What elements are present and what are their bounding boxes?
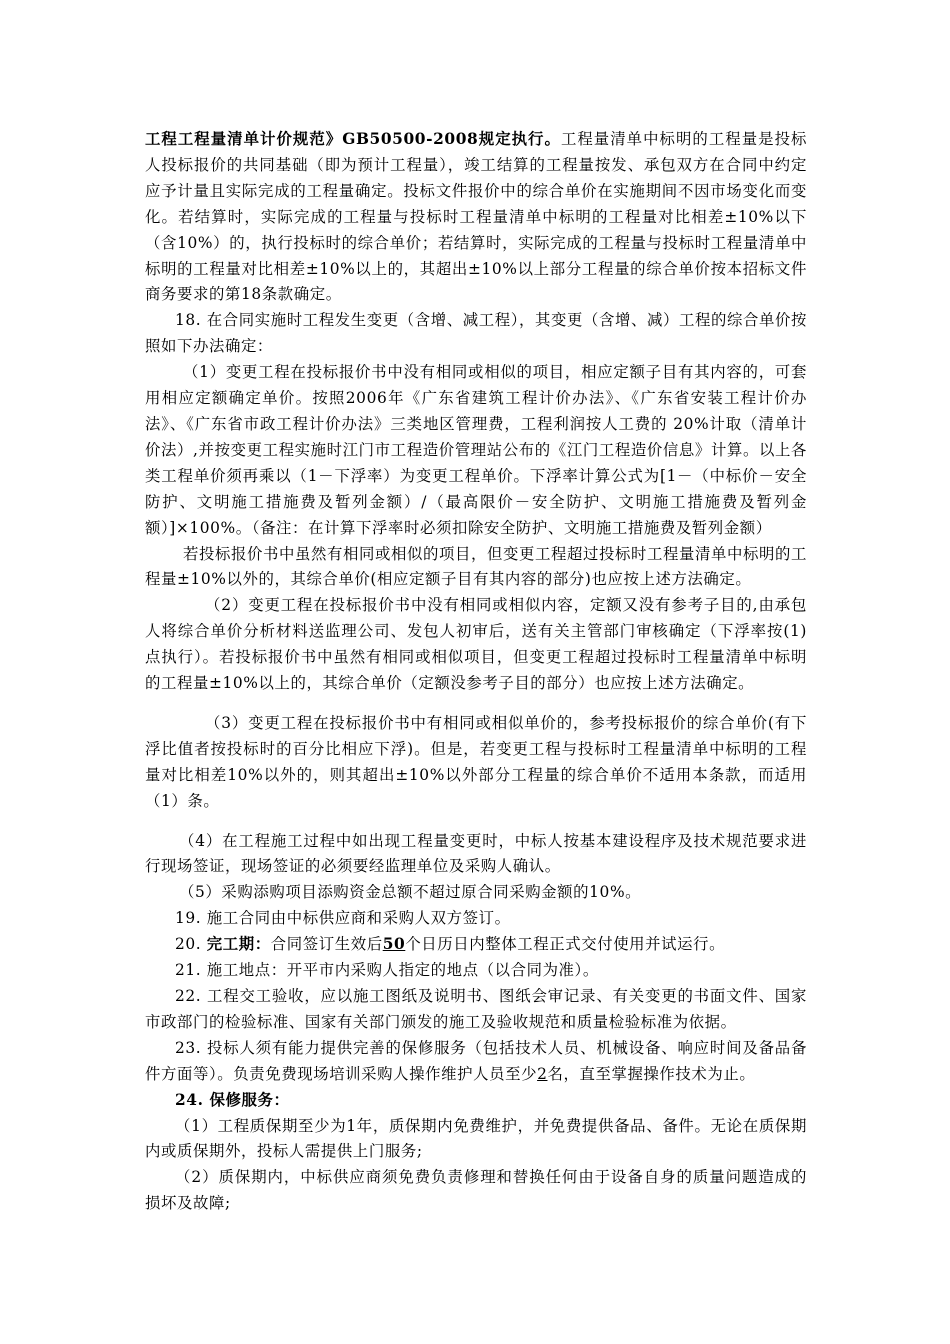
p20-days: 50 [382, 935, 406, 954]
intro-bold-text: 工程工程量清单计价规范》GB50500-2008规定执行。 [145, 130, 561, 148]
p20-number: 20. [175, 935, 207, 954]
p20-text-a: 合同签订生效后 [270, 935, 383, 954]
p20-bold-label: 完工期： [206, 935, 271, 954]
paragraph-18-5: （5）采购添购项目添购资金总额不超过原合同采购金额的10%。 [179, 883, 642, 902]
paragraph-22: 22. 工程交工验收，应以施工图纸及说明书、图纸会审记录、有关变更的书面文件、国家市政部门的检验标准、国家有关部门颁发的施工及验收规范和质量检验标准为依据。 [145, 987, 807, 1031]
document-page [145, 127, 807, 1217]
paragraph-21: 21. 施工地点：开平市内采购人指定的地点（以合同为准）。 [175, 961, 599, 980]
paragraph-18-3: （3）变更工程在投标报价书中有相同或相似单价的，参考投标报价的综合单价(有下浮比值者按投标时的百分比相应下浮)。但是，若变更工程与投标时工程量清单中标明的工程量对比相差10%以外的，则其超出±10%以外部分工程量的综合单价不适用本条款，而适用（1）条。 [145, 713, 807, 810]
paragraph-18-1b: 若投标报价书中虽然有相同或相似的项目，但变更工程超过投标时工程量清单中标明的工程量±10%以外的，其综合单价(相应定额子目有其内容的部分)也应按上述方法确定。 [145, 544, 807, 589]
p23-text-b: 名，直至掌握操作技术为止。 [547, 1064, 756, 1083]
paragraph-18: 18. 在合同实施时工程发生变更（含增、减工程），其变更（含增、减）工程的综合单价按照如下办法确定： [145, 311, 807, 356]
paragraph-24-2: （2）质保期内，中标供应商须免费负责修理和替换任何由于设备自身的质量问题造成的损坏及故障; [145, 1168, 807, 1213]
paragraph-23 [145, 1036, 807, 1088]
p23-number: 2 [537, 1064, 548, 1083]
paragraph-18-1: （1）变更工程在投标报价书中没有相同或相似的项目，相应定额子目有其内容的，可套用相应定额确定单价。按照2006年《广东省建筑工程计价办法》、《广东省安装工程计价办法》、《广东省市政工程计价办法》三类地区管理费，工程利润按人工费的 20%计取（清单计价法）,并按变更工程实施时江门市工程造价管理站公布的《江门工程造价信息》计算。以上各类工程单价须再乘以（1－下浮率）为变更工程单价。下浮率计算公式为[1－（中标价－安全防护、文明施工措施费及暂列金额）/（最高限价－安全防护、文明施工措施费及暂列金额）]×100%。（备注：在计算下浮率时必须扣除安全防护、文明施工措施费及暂列金额） [145, 363, 807, 537]
paragraph-intro [145, 127, 807, 308]
intro-text: 工程量清单中标明的工程量是投标人投标报价的共同基础（即为预计工程量），竣工结算的工程量按发、承包双方在合同中约定应予计量且实际完成的工程量确定。投标文件报价中的综合单价在实施期间不因市场变化而变化。若结算时，实际完成的工程量与投标时工程量清单中标明的工程量对比相差±10%以下（含10%）的，执行投标时的综合单价；若结算时，实际完成的工程量与投标时工程量清单中标明的工程量对比相差±10%以上的，其超出±10%以上部分工程量的综合单价按本招标文件商务要求的第18条款确定。 [145, 130, 807, 304]
paragraph-20 [145, 932, 807, 958]
paragraph-19: 19. 施工合同由中标供应商和采购人双方签订。 [175, 909, 511, 928]
p20-text-b: 个日历日内整体工程正式交付使用并试运行。 [405, 935, 726, 954]
paragraph-24-1: （1）工程质保期至少为1年，质保期内免费维护，并免费提供备品、备件。无论在质保期内或质保期外，投标人需提供上门服务; [145, 1116, 807, 1161]
p23-text-a: 23. 投标人须有能力提供完善的保修服务（包括技术人员、机械设备、响应时间及备品备件方面等）。负责免费现场培训采购人操作维护人员至少 [145, 1038, 807, 1083]
paragraph-24-heading: 24. 保修服务： [175, 1090, 290, 1109]
paragraph-18-2: （2）变更工程在投标报价书中没有相同或相似内容，定额又没有参考子目的,由承包人将综合单价分析材料送监理公司、发包人初审后，送有关主管部门审核确定（下浮率按(1)点执行）。若投标报价书中虽然有相同或相似项目，但变更工程超过投标时工程量清单中标明的工程量±10%以上的，其综合单价（定额没参考子目的部分）也应按上述方法确定。 [145, 596, 807, 693]
paragraph-18-4: （4）在工程施工过程中如出现工程量变更时，中标人按基本建设程序及技术规范要求进行现场签证，现场签证的必须要经监理单位及采购人确认。 [145, 831, 807, 876]
